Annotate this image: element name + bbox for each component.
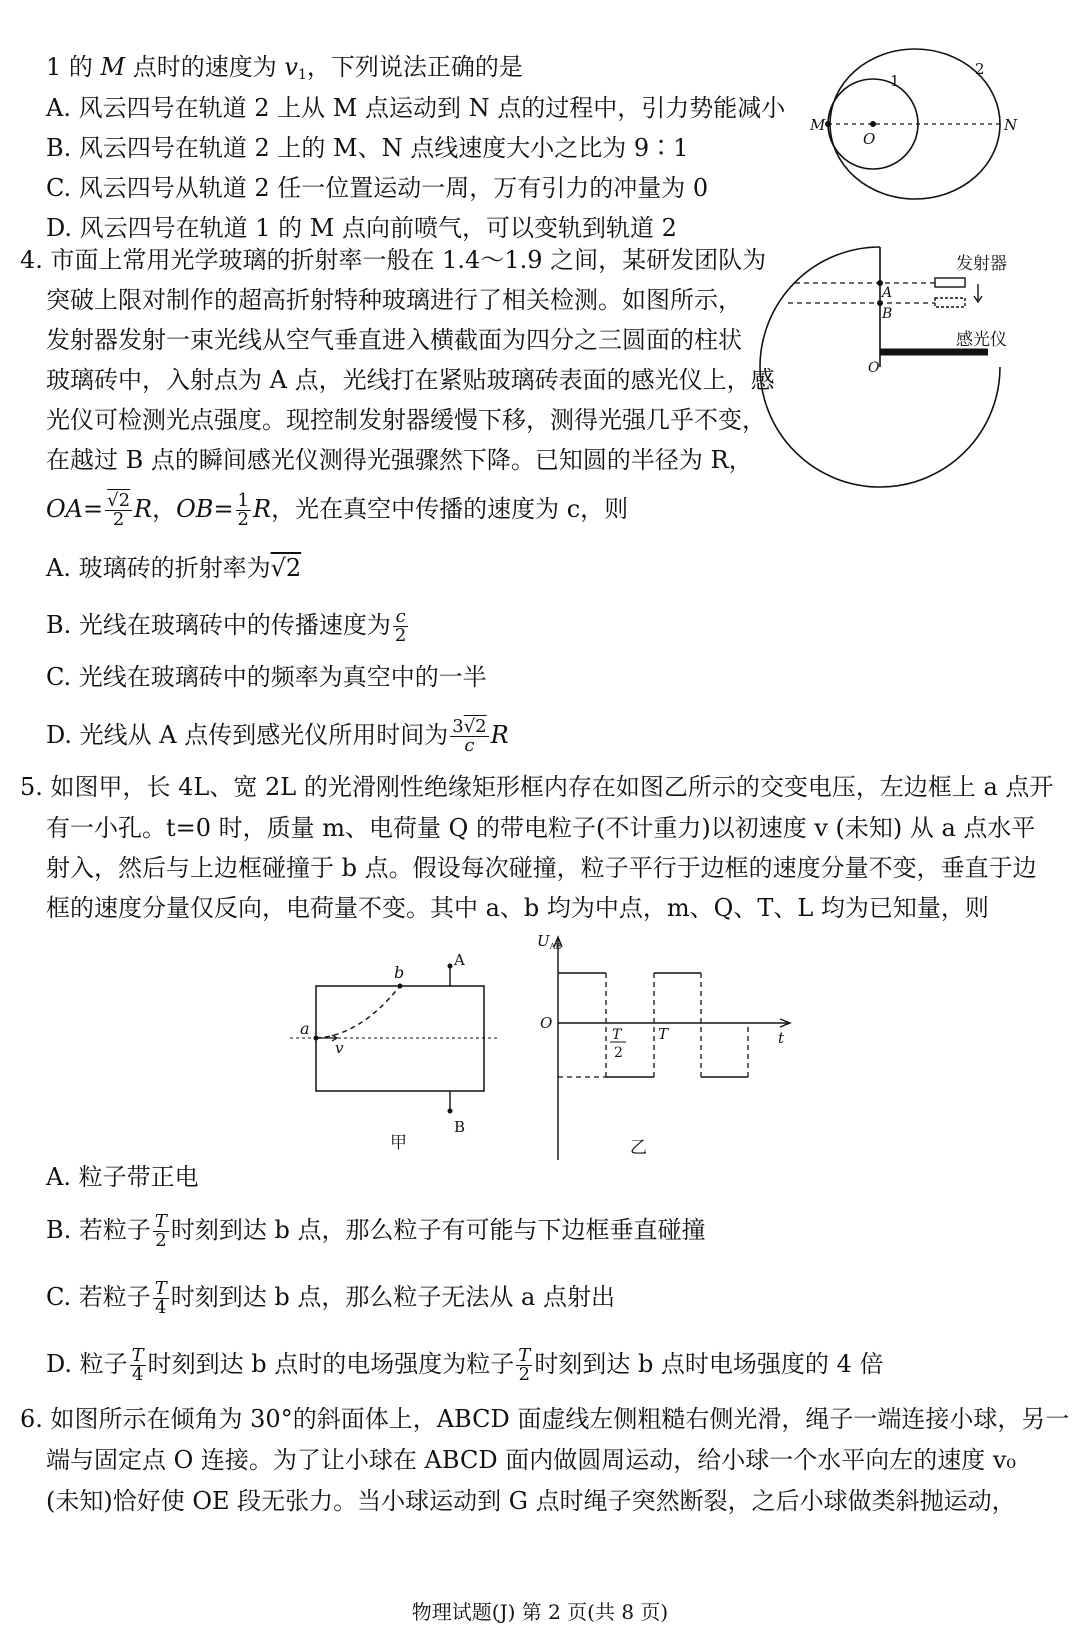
point-o-label: O bbox=[868, 360, 880, 376]
q3-option-a: A. 风云四号在轨道 2 上从 M 点运动到 N 点的过程中，引力势能减小 bbox=[46, 94, 786, 122]
q4-line-2: 突破上限对制作的超高折射特种玻璃进行了相关检测。如图所示， bbox=[46, 286, 742, 314]
yi-origin: O bbox=[540, 1014, 553, 1032]
figure-jia bbox=[290, 940, 510, 1153]
yi-t-label: T bbox=[658, 1025, 669, 1043]
jia-label-a: a bbox=[300, 1019, 310, 1038]
yi-half-t-den: 2 bbox=[614, 1045, 623, 1061]
point-b-label: B bbox=[882, 306, 893, 322]
q5-option-c: C. 若粒子 $\frac{T}{4}$ 时刻到达 b 点，那么粒子无法从 a 点射出 bbox=[46, 1278, 615, 1318]
figure-yi bbox=[530, 932, 810, 1158]
q3-option-b: B. 风云四号在轨道 2 上的 M、N 点线速度大小之比为 9∶1 bbox=[46, 134, 689, 162]
q4-line-5: 光仪可检测光点强度。现控制发射器缓慢下移，测得光强几乎不变， bbox=[46, 406, 766, 434]
q4-option-b: B. 光线在玻璃砖中的传播速度为 $\frac{c}{2}$ bbox=[46, 606, 407, 646]
jia-label-B: B bbox=[454, 1118, 466, 1136]
orbit-label-2: 2 bbox=[975, 60, 985, 78]
q4-option-d: D. 光线从 A 点传到感光仪所用时间为 $\frac{3√2}{c}$ R bbox=[46, 716, 509, 756]
q4-line-3: 发射器发射一束光线从空气垂直进入横截面为四分之三圆面的柱状 bbox=[46, 326, 742, 354]
q5-line-2: 有一小孔。t=0 时，质量 m、电荷量 Q 的带电粒子(不计重力)以初速度 v (未知) 从 a 点水平 bbox=[46, 814, 1036, 842]
yi-axis-t: t bbox=[778, 1029, 785, 1047]
jia-label-v: v bbox=[335, 1039, 344, 1057]
q4-line-4: 玻璃砖中，入射点为 A 点，光线打在紧贴玻璃砖表面的感光仪上，感 bbox=[46, 366, 775, 394]
q4-option-a: A. 玻璃砖的折射率为√2 bbox=[46, 554, 302, 582]
point-a-label: A bbox=[882, 285, 893, 301]
q6-line-1: 6. 如图所示在倾角为 30°的斜面体上，ABCD 面虚线左侧粗糙右侧光滑，绳子一端连接小球，另一 bbox=[20, 1405, 1070, 1433]
orbit-label-n: N bbox=[1004, 116, 1018, 134]
q5-option-b: B. 若粒子 $\frac{T}{2}$ 时刻到达 b 点，那么粒子有可能与下边框垂直碰撞 bbox=[46, 1211, 706, 1251]
sensor-label: 感光仪 bbox=[956, 330, 1007, 350]
emitter-label: 发射器 bbox=[956, 254, 1007, 274]
yi-caption: 乙 bbox=[630, 1138, 647, 1158]
orbit-label-o: O bbox=[863, 130, 876, 148]
q4-option-c: C. 光线在玻璃砖中的频率为真空中的一半 bbox=[46, 663, 487, 691]
q5-line-1: 5. 如图甲，长 4L、宽 2L 的光滑刚性绝缘矩形框内存在如图乙所示的交变电压，左边框上 a 点开 bbox=[20, 773, 1054, 801]
orbit-figure bbox=[800, 40, 1040, 230]
yi-axis-u: $U_{AB}$ bbox=[537, 932, 562, 951]
glass-brick-figure bbox=[770, 240, 1030, 490]
q3-intro: 1 的 M 点时的速度为 $v_1$，下列说法正确的是 bbox=[46, 53, 523, 83]
q4-line-1: 4. 市面上常用光学玻璃的折射率一般在 1.4～1.9 之间，某研发团队为 bbox=[20, 246, 767, 274]
yi-half-t-num: T bbox=[612, 1027, 622, 1043]
q5-line-3: 射入，然后与上边框碰撞于 b 点。假设每次碰撞，粒子平行于边框的速度分量不变，垂直于边 bbox=[46, 854, 1037, 882]
q6-line-2: 端与固定点 O 连接。为了让小球在 ABCD 面内做圆周运动，给小球一个水平向左的速度 v₀ bbox=[46, 1446, 1017, 1474]
q4-line-7: OA= $\frac{√2}{2}$ R，OB= $\frac{1}{2}$ R，光在真空中传播的速度为 c，则 bbox=[46, 490, 629, 530]
orbit-label-m: M bbox=[810, 116, 826, 134]
q5-option-a: A. 粒子带正电 bbox=[46, 1163, 199, 1191]
orbit-label-1: 1 bbox=[890, 72, 900, 90]
jia-caption: 甲 bbox=[390, 1133, 407, 1153]
jia-label-b: b bbox=[394, 963, 405, 982]
q4-line-6: 在越过 B 点的瞬间感光仪测得光强骤然下降。已知圆的半径为 R， bbox=[46, 446, 753, 474]
page-footer: 物理试题(J) 第 2 页(共 8 页) bbox=[411, 1600, 669, 1624]
q6-line-3: (未知)恰好使 OE 段无张力。当小球运动到 G 点时绳子突然断裂，之后小球做类斜抛运动， bbox=[46, 1487, 1016, 1515]
q5-line-4: 框的速度分量仅反向，电荷量不变。其中 a、b 均为中点，m、Q、T、L 均为已知量，则 bbox=[46, 894, 989, 922]
q5-option-d: D. 粒子 $\frac{T}{4}$ 时刻到达 b 点时的电场强度为粒子 $\frac{T}{2}$ 时刻到达 b 点时电场强度的 4 倍 bbox=[46, 1345, 884, 1385]
jia-label-A: A bbox=[454, 951, 465, 969]
q3-option-d: D. 风云四号在轨道 1 的 M 点向前喷气，可以变轨到轨道 2 bbox=[46, 214, 677, 242]
q3-option-c: C. 风云四号从轨道 2 任一位置运动一周，万有引力的冲量为 0 bbox=[46, 174, 709, 202]
